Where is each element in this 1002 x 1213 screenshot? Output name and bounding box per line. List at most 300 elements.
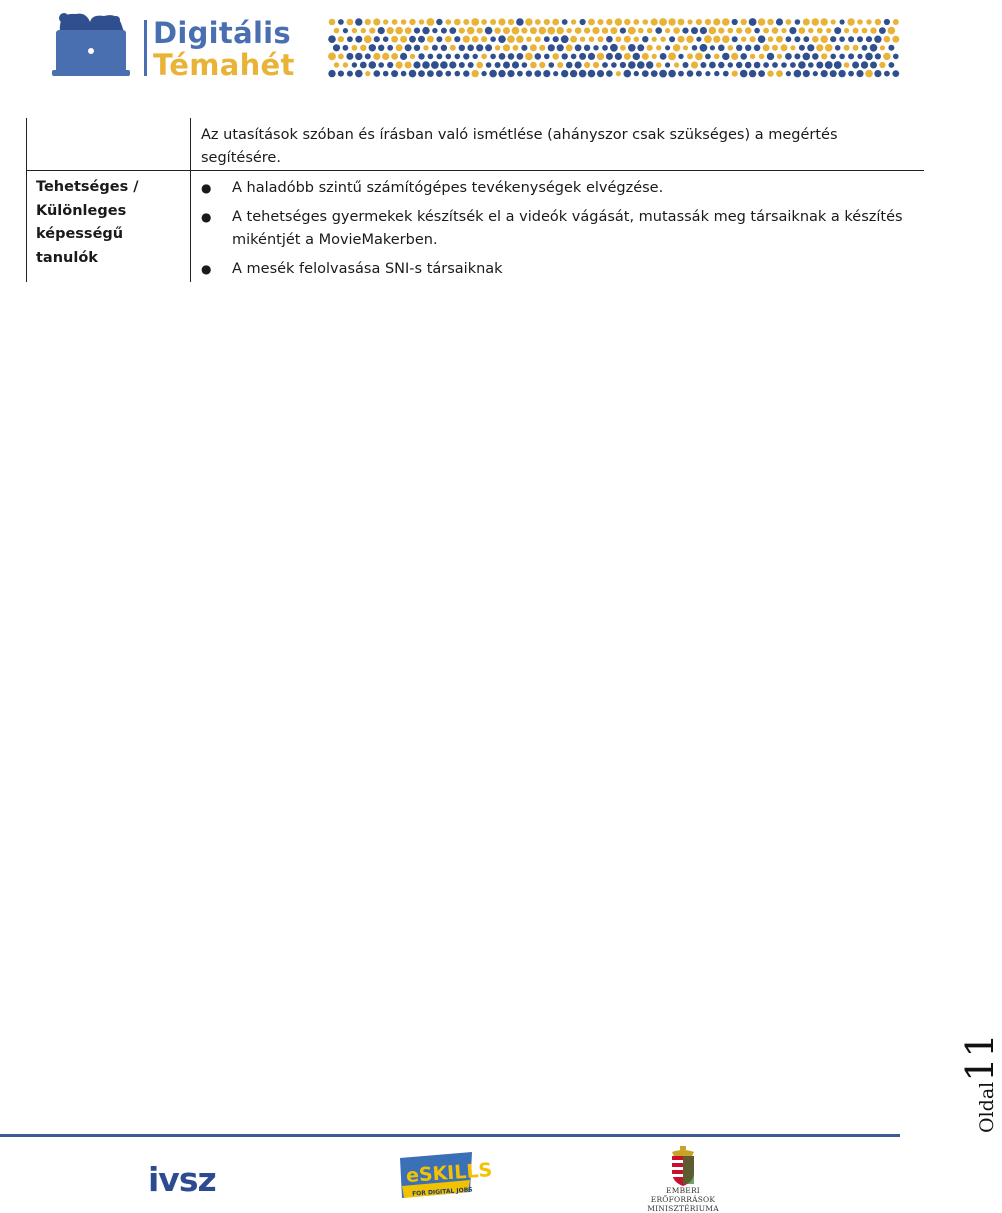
banner-dot (620, 28, 626, 34)
banner-dot (365, 53, 371, 59)
banner-dot (455, 71, 461, 77)
banner-dot (879, 62, 885, 68)
banner-dot (495, 45, 500, 50)
banner-dot (870, 62, 877, 69)
banner-dot (741, 19, 747, 25)
banner-dot (485, 44, 492, 51)
banner-dot (777, 54, 782, 59)
banner-dot (704, 35, 712, 43)
banner-dot (481, 19, 487, 25)
ministry-name (636, 1186, 730, 1213)
page-label: Oldal (976, 1081, 998, 1133)
banner-dot (419, 19, 424, 24)
banner-dot (611, 62, 617, 68)
banner-dot (490, 19, 496, 25)
banner-dot (409, 70, 417, 78)
banner-dot (789, 27, 796, 34)
banner-dot (803, 36, 809, 42)
banner-dot (526, 70, 532, 76)
banner-dot (678, 19, 685, 26)
banner-dot (816, 62, 823, 69)
list-item-text: A tehetséges gyermekek készítsék el a videók vágását, mutassák meg társaiknak a készítés mikéntjét a MovieMakerben. (232, 209, 903, 248)
table-border-left (26, 118, 27, 282)
banner-dot (436, 70, 443, 77)
banner-dot (423, 45, 428, 50)
banner-dot (821, 53, 827, 59)
banner-dot (473, 54, 478, 59)
banner-dot (893, 19, 899, 25)
banner-dot (409, 36, 416, 43)
banner-dot (338, 54, 344, 60)
bullet-icon: ● (201, 210, 212, 224)
banner-dot (567, 28, 572, 33)
banner-dot (673, 27, 680, 34)
banner-dot (722, 53, 729, 60)
banner-dot (745, 45, 751, 51)
banner-dot (848, 71, 854, 77)
banner-dot (820, 35, 828, 43)
banner-dot (736, 28, 742, 34)
banner-dot (405, 27, 412, 34)
banner-dot (459, 62, 465, 68)
banner-dot (624, 53, 631, 60)
banner-dot (637, 44, 644, 51)
banner-dot (606, 70, 613, 77)
banner-dot (549, 62, 555, 68)
banner-dot (584, 45, 590, 51)
banner-dot (454, 19, 461, 26)
banner-dot (427, 70, 434, 77)
banner-dot (700, 62, 706, 68)
dot-pattern-banner (328, 18, 900, 78)
banner-dot (441, 45, 447, 51)
banner-dot (785, 53, 792, 60)
banner-dot (772, 62, 778, 68)
eskills-logo (398, 1152, 493, 1202)
banner-dot (405, 62, 412, 69)
banner-dot (776, 18, 783, 25)
banner-dot (728, 45, 734, 51)
banner-dot (628, 61, 636, 69)
banner-dot (732, 36, 738, 42)
banner-dot (844, 28, 849, 33)
banner-dot (678, 36, 685, 43)
banner-dot (736, 62, 742, 68)
banner-dot (812, 53, 819, 60)
banner-dot (516, 36, 523, 43)
banner-dot (799, 45, 805, 51)
banner-dot (373, 18, 380, 25)
banner-dot (687, 19, 692, 24)
banner-dot (888, 27, 896, 35)
banner-dot (539, 45, 545, 51)
banner-dot (561, 70, 568, 77)
banner-dot (705, 54, 711, 60)
banner-dot (673, 44, 680, 51)
banner-dot (665, 62, 670, 67)
banner-dot (776, 70, 783, 77)
banner-dot (489, 70, 497, 78)
banner-dot (660, 53, 667, 60)
banner-dot (557, 44, 564, 51)
banner-dot (888, 45, 894, 51)
banner-dot (710, 45, 715, 50)
banner-dot (754, 28, 760, 34)
banner-dot (633, 19, 639, 25)
banner-dot (754, 62, 761, 69)
banner-dot (723, 71, 729, 77)
banner-dot (566, 62, 573, 69)
banner-dot (436, 36, 442, 42)
banner-dot (862, 28, 868, 34)
banner-dot (387, 45, 393, 51)
banner-dot (355, 53, 362, 60)
banner-dot (656, 45, 661, 50)
banner-dot (826, 28, 831, 33)
banner-dot (544, 36, 550, 42)
banner-dot (615, 53, 622, 60)
banner-dot (812, 36, 819, 43)
banner-dot (718, 62, 724, 68)
banner-dot (414, 45, 420, 51)
banner-dot (588, 70, 596, 78)
banner-dot (543, 70, 550, 77)
banner-dot (589, 36, 595, 42)
banner-dot (522, 62, 528, 68)
bullet-icon: ● (201, 262, 212, 276)
banner-dot (865, 70, 873, 78)
banner-dot (409, 19, 415, 25)
banner-dot (669, 36, 675, 42)
banner-dot (853, 28, 859, 34)
banner-dot (874, 70, 881, 77)
ministry-logo (636, 1146, 730, 1213)
banner-dot (347, 71, 353, 77)
banner-dot (678, 71, 684, 77)
banner-dot (659, 18, 667, 26)
banner-dot (624, 19, 630, 25)
banner-dot (732, 71, 738, 77)
list-item-text: A mesék felolvasása SNI-s társaiknak (232, 261, 503, 277)
banner-dot (338, 19, 344, 25)
banner-dot (821, 18, 828, 25)
banner-dot (571, 19, 576, 24)
banner-dot (638, 28, 644, 34)
banner-dot (825, 44, 833, 52)
banner-dot (830, 54, 836, 60)
banner-dot (486, 62, 492, 68)
banner-dot (781, 44, 788, 51)
banner-dot (459, 45, 465, 51)
banner-dot (674, 62, 679, 67)
digitalis-temahet-logo (52, 10, 295, 82)
banner-dot (713, 18, 720, 25)
banner-dot (495, 62, 501, 68)
banner-dot (853, 45, 859, 51)
banner-dot (857, 54, 862, 59)
banner-dot (799, 27, 806, 34)
banner-dot (378, 45, 384, 51)
banner-dot (355, 36, 362, 43)
banner-dot (839, 36, 845, 42)
banner-dot (503, 27, 510, 34)
banner-dot (513, 45, 519, 51)
banner-dot (498, 35, 506, 43)
banner-dot (428, 54, 434, 60)
banner-dot (369, 28, 375, 34)
banner-dot (870, 44, 878, 52)
banner-dot (656, 62, 662, 68)
banner-dot (647, 45, 653, 51)
banner-dot (355, 18, 362, 25)
banner-dot (834, 27, 841, 34)
banner-dot (705, 71, 710, 76)
banner-dot (668, 70, 676, 78)
banner-dot (865, 53, 873, 61)
banner-dot (696, 71, 702, 77)
banner-dot (736, 45, 742, 51)
banner-dot (794, 36, 800, 42)
banner-dot (584, 62, 590, 68)
banner-dot (503, 44, 510, 51)
banner-dot (798, 61, 806, 69)
banner-dot (593, 45, 598, 50)
banner-dot (338, 36, 344, 42)
banner-dot (427, 36, 434, 43)
banner-dot (383, 36, 389, 42)
banner-dot (476, 44, 483, 51)
banner-dot (454, 36, 460, 42)
banner-dot (445, 36, 452, 43)
banner-dot (401, 19, 407, 25)
page-number: 11 (958, 1033, 1002, 1082)
banner-dot (602, 62, 608, 68)
banner-dot (539, 62, 545, 68)
banner-dot (786, 71, 791, 76)
banner-dot (427, 18, 435, 26)
banner-dot (455, 54, 461, 60)
banner-dot (772, 45, 778, 51)
table-row-header: Tehetséges / Különleges képességű tanulók (36, 179, 139, 266)
banner-dot (691, 27, 698, 34)
banner-dot (834, 61, 842, 69)
banner-dot (562, 53, 568, 59)
banner-dot (382, 53, 389, 60)
banner-dot (472, 70, 479, 77)
banner-dot (606, 53, 613, 60)
banner-dot (616, 71, 621, 76)
banner-dot (498, 18, 505, 25)
banner-dot (352, 62, 357, 67)
ministry-name-line1: EMBERI ERŐFORRÁSOK (650, 1186, 716, 1204)
banner-dot (347, 19, 354, 26)
banner-dot (463, 70, 469, 76)
hungarian-coat-of-arms-icon (636, 1146, 730, 1186)
banner-dot (700, 27, 707, 34)
banner-dot (884, 36, 891, 43)
banner-dot (512, 27, 520, 35)
banner-dot (575, 27, 582, 34)
banner-dot (534, 70, 541, 77)
banner-dot (786, 19, 792, 25)
footer-divider (0, 1134, 900, 1137)
banner-dot (745, 62, 752, 69)
banner-dot (476, 62, 483, 69)
banner-dot (346, 53, 353, 60)
banner-dot (602, 45, 608, 51)
banner-dot (360, 62, 367, 69)
banner-dot (374, 36, 380, 42)
banner-dot (347, 36, 353, 42)
banner-dot (651, 70, 658, 77)
banner-dot (794, 70, 802, 78)
banner-dot (396, 61, 403, 68)
banner-dot (422, 61, 430, 69)
banner-dot (866, 36, 872, 42)
banner-dot (566, 44, 573, 51)
banner-dot (481, 36, 487, 42)
banner-dot (695, 53, 703, 61)
banner-dot (570, 36, 577, 43)
banner-dot (598, 19, 604, 25)
banner-dot (472, 36, 479, 43)
banner-dot (446, 19, 452, 25)
banner-dot (840, 19, 845, 24)
banner-dot (687, 53, 693, 59)
banner-dot (874, 36, 881, 43)
banner-dot (844, 45, 850, 51)
banner-dot (597, 53, 604, 60)
banner-dot (369, 61, 377, 69)
banner-dot (812, 18, 819, 25)
banner-dot (373, 53, 380, 60)
banner-dot (575, 61, 582, 68)
banner-dot (490, 54, 496, 60)
banner-dot (668, 18, 675, 25)
banner-dot (507, 35, 515, 43)
banner-dot (471, 18, 479, 26)
banner-dot (334, 62, 339, 67)
banner-dot (892, 70, 899, 77)
banner-dot (588, 19, 595, 26)
banner-dot (634, 37, 639, 42)
banner-dot (750, 54, 755, 59)
banner-dot (659, 70, 667, 78)
children-laptop-icon (52, 10, 142, 82)
banner-dot (651, 18, 658, 25)
banner-dot (508, 19, 514, 25)
banner-dot (763, 44, 770, 51)
banner-dot (328, 70, 335, 77)
logo-separator (144, 20, 147, 76)
banner-dot (861, 61, 868, 68)
banner-dot (467, 27, 475, 35)
banner-dot (374, 70, 381, 77)
banner-dot (579, 70, 587, 78)
banner-dot (468, 62, 474, 68)
banner-dot (652, 54, 657, 59)
banner-dot (808, 28, 813, 33)
banner-dot (718, 45, 725, 52)
banner-dot (481, 71, 486, 76)
banner-dot (530, 44, 537, 51)
banner-dot (552, 53, 559, 60)
banner-dot (628, 44, 636, 52)
banner-dot (432, 28, 437, 33)
banner-dot (786, 36, 792, 42)
banner-dot (652, 37, 657, 42)
banner-dot (847, 18, 854, 25)
banner-dot (401, 71, 407, 77)
banner-dot (431, 61, 439, 69)
banner-dot (525, 53, 533, 61)
banner-dot (803, 53, 811, 61)
banner-dot (499, 53, 506, 60)
banner-dot (334, 28, 340, 34)
banner-dot (794, 53, 800, 59)
table-border-middle (190, 118, 191, 282)
banner-dot (552, 19, 559, 26)
banner-dot (352, 28, 357, 33)
banner-dot (463, 53, 469, 59)
table-bullet-list (201, 177, 921, 287)
banner-dot (593, 62, 599, 68)
banner-dot (803, 70, 810, 77)
banner-dot (848, 53, 854, 59)
table-row-divider (26, 170, 924, 171)
banner-dot (880, 45, 885, 50)
banner-dot (400, 36, 407, 43)
banner-dot (634, 71, 639, 76)
bullet-icon: ● (201, 181, 212, 195)
banner-dot (740, 53, 747, 60)
banner-dot (606, 19, 612, 25)
banner-dot (728, 62, 733, 67)
banner-dot (539, 27, 547, 35)
banner-dot (584, 28, 590, 34)
list-item (201, 206, 921, 252)
banner-dot (830, 70, 837, 77)
eskills-logo-text: eSKILLS (405, 1159, 493, 1188)
banner-dot (821, 70, 828, 77)
banner-dot (709, 27, 717, 35)
banner-dot (813, 71, 818, 76)
banner-dot (758, 35, 766, 43)
banner-dot (763, 28, 769, 34)
banner-dot (687, 70, 694, 77)
banner-dot (857, 19, 863, 25)
banner-dot (329, 19, 336, 26)
banner-dot (441, 28, 447, 34)
banner-dot (507, 70, 514, 77)
banner-dot (333, 44, 340, 51)
banner-dot (889, 62, 895, 68)
banner-dot (575, 44, 582, 51)
banner-dot (378, 62, 384, 68)
banner-dot (763, 62, 769, 68)
banner-dot (844, 62, 850, 68)
banner-dot (525, 18, 532, 25)
list-item (201, 258, 921, 281)
banner-dot (683, 45, 688, 50)
banner-dot (732, 19, 738, 25)
banner-dot (494, 27, 500, 33)
logo-title-line2: Témahét (153, 48, 295, 82)
banner-dot (418, 53, 424, 59)
banner-dot (517, 71, 523, 77)
banner-dot (410, 54, 415, 59)
banner-dot (395, 27, 403, 35)
